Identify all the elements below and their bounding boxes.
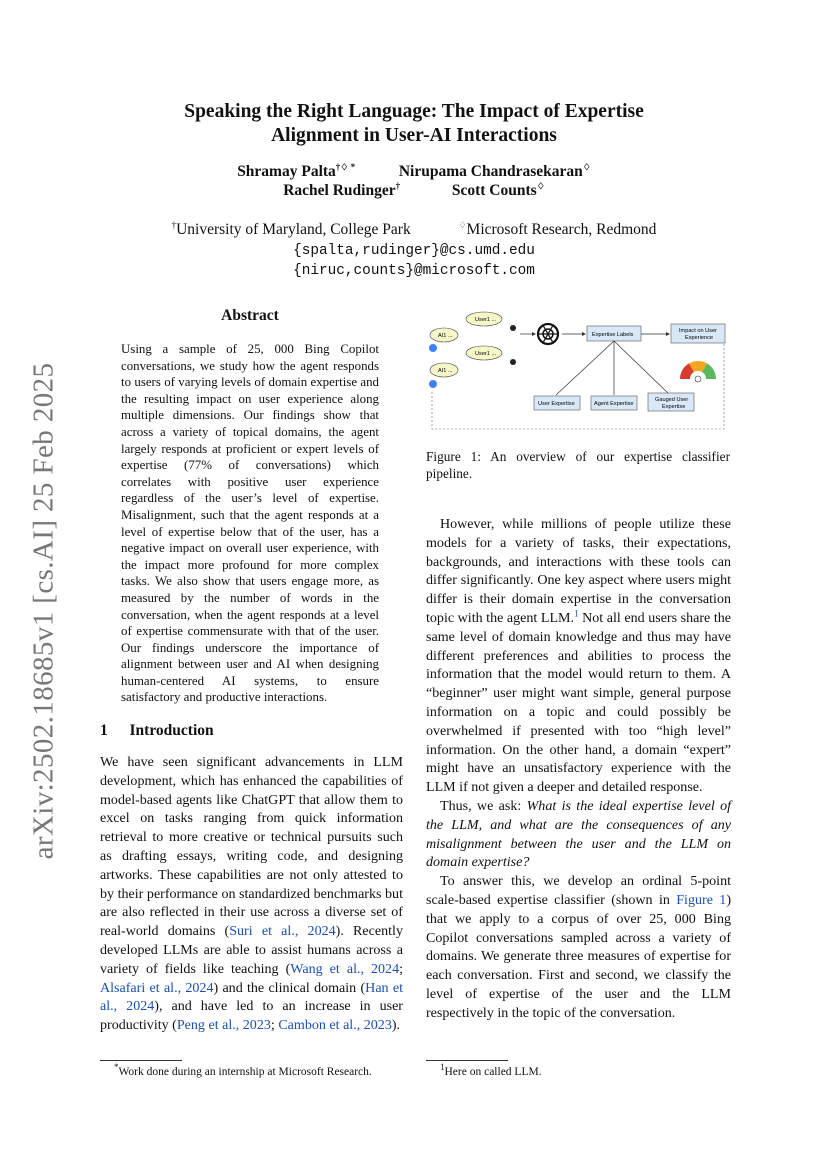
- intro-text: ;: [399, 960, 403, 977]
- user-icon: [510, 359, 516, 365]
- impact-text-1: Impact on User: [679, 328, 717, 334]
- citation-link[interactable]: Suri et al., 2024: [229, 923, 336, 940]
- paragraph: [426, 797, 731, 872]
- copilot-icon: [429, 380, 437, 388]
- right-column: [426, 515, 731, 1023]
- figure-pipeline: [424, 307, 734, 439]
- expertise-labels-text: Expertise Labels: [592, 332, 634, 338]
- authors-line-1: [100, 162, 728, 182]
- paragraph: [426, 872, 731, 1022]
- intro-text: ) and the clinical domain (: [213, 979, 366, 996]
- citation-link[interactable]: Wang et al., 2024: [290, 960, 400, 977]
- abstract-heading: Abstract: [221, 307, 279, 324]
- authors-line-2: [100, 181, 728, 201]
- intro-text: We have seen significant advancements in LLM development, which has enhanced the capabilities of model-based agents like ChatGPT that allow them to excel on tasks ranging from quick information retrieval to more creative or technical pursuits such as drafting essays, writing code, and designing artworks. These capabilities are not only attested to by their performance on standardized benchmarks but are also reflected in their use across a diverse set of real-world domains (: [100, 754, 403, 940]
- section-number: 1: [100, 722, 108, 739]
- paragraph-text: However, while millions of people utilize these models for a variety of tasks, their expectations, backgrounds, and interactions with these tools can differ significantly. One key aspect where users might differ is their domain expertise in the conversation topic with the agent LLM.: [426, 516, 731, 626]
- paragraph-text: Not all end users share the same level of domain knowledge and thus may have different preferences and abilities to process the information that the model would return to them. A “beginner” user might want simple, general purpose information on a topic and could possibly be overwhelmed if presented with too “high level” information. On the other hand, a domain “expert” might have an unsatisfactory experience with the LLM if not given a deeper and detailed response.: [426, 609, 731, 796]
- affil-mark: ♢: [458, 219, 467, 230]
- footnote-right: [440, 1062, 720, 1079]
- gauged-text-1: Gauged User: [655, 397, 689, 403]
- citation-link[interactable]: Cambon et al., 2023: [278, 1017, 392, 1034]
- email-1: {spalta,rudinger}@cs.umd.edu: [293, 243, 535, 259]
- paragraph-text: To answer this, we develop an ordinal 5-point scale-based expertise classifier (shown in: [426, 873, 731, 908]
- footnote-text: Here on called LLM.: [444, 1066, 542, 1078]
- bubble-user-text: User1 ...: [475, 317, 497, 323]
- paper-title: [100, 100, 728, 148]
- affiliations: [100, 220, 728, 240]
- citation-link[interactable]: Alsafari et al., 2024: [100, 979, 214, 996]
- footnote-mark: 1: [440, 1062, 445, 1073]
- impact-text-2: Experience: [685, 335, 713, 341]
- author-marks: †♢ *: [335, 161, 356, 172]
- affiliation-umd: University of Maryland, College Park: [176, 221, 411, 238]
- author-name: Shramay Palta: [237, 163, 336, 180]
- author-marks: ♢: [536, 180, 545, 191]
- footnote-rule: [426, 1060, 508, 1061]
- gauge-icon: [680, 361, 716, 382]
- user-icon: [510, 325, 516, 331]
- email-2: {niruc,counts}@microsoft.com: [293, 263, 535, 279]
- footnote-text: Work done during an internship at Microsoft Research.: [118, 1066, 372, 1078]
- intro-text: ), and have led to an increase in user productivity (: [100, 998, 403, 1034]
- affiliation-msr: Microsoft Research, Redmond: [466, 221, 657, 238]
- bubble-ai-text: AI1 ...: [438, 368, 453, 374]
- figure-link[interactable]: Figure 1: [676, 891, 727, 908]
- intro-text: ). Recently developed LLMs are able to assist humans across a variety of fields like teaching (: [100, 923, 403, 977]
- research-question: What is the ideal expertise level of the LLM, and what are the consequences of any misalignment between the user and the LLM on domain expertise?: [426, 797, 731, 871]
- pipeline-diagram: [424, 307, 734, 439]
- affil-mark: †: [171, 219, 177, 230]
- arxiv-id: arXiv:2502.18685v1 [cs.AI] 25 Feb 2025: [27, 362, 60, 860]
- author-marks: ♢: [582, 161, 591, 172]
- author-name: Rachel Rudinger: [283, 182, 396, 199]
- abstract-text: Using a sample of 25, 000 Bing Copilot conversations, we study how the agent responds to users of varying levels of domain expertise and the resulting impact on user experience along multiple dimensions. Our findings show that across a variety of topical domains, the agent largely responds at proficient or expert levels of expertise (77% of conversations) which correlates with positive user experience regardless of the user’s level of expertise. Misalignment, such that the agent responds at a level of expertise below that of the user, has a negative impact on overall user experience, with the impact more profound for more complex tasks. We also show that users engage more, as measured by the number of words in the conversation, when the agent responds at a level of expertise commensurate with that of the user. Our findings underscore the importance of alignment between user and AI when designing human-centered AI systems, to ensure satisfactory and productive interactions.: [121, 342, 379, 705]
- footnote-left: [114, 1062, 414, 1079]
- section-title: Introduction: [129, 722, 214, 739]
- footnote-rule: [100, 1060, 182, 1061]
- agent-expertise-text: Agent Expertise: [594, 401, 634, 407]
- paragraph-text: ) that we apply to a corpus of over 25, 000 Bing Copilot conversations sampled across a variety of domains. We generate three measures of expertise for each conversation. First and second, we classify the level of expertise of the user and the LLM respectively in the topic of the conversation.: [426, 891, 731, 1021]
- citation-link[interactable]: Peng et al., 2023: [176, 1017, 271, 1034]
- author-name: Scott Counts: [451, 182, 537, 199]
- title-line-2: Alignment in User-AI Interactions: [271, 125, 557, 146]
- bubble-user-text: User1 ...: [475, 351, 497, 357]
- figure-caption: Figure 1: An overview of our expertise classifier pipeline.: [426, 449, 730, 481]
- arxiv-sidebar: [20, 362, 68, 860]
- gauged-text-2: Expertise: [662, 404, 686, 410]
- section-heading-introduction: [100, 722, 214, 740]
- intro-text: ).: [391, 1017, 401, 1034]
- intro-text: ;: [270, 1017, 279, 1034]
- intro-paragraph: [100, 753, 403, 1035]
- title-line-1: Speaking the Right Language: The Impact of Expertise: [184, 101, 644, 122]
- paragraph-text: Thus, we ask:: [440, 797, 527, 814]
- copilot-icon: [429, 344, 437, 352]
- user-expertise-text: User Expertise: [538, 401, 575, 407]
- bubble-ai-text: AI1 ...: [438, 333, 453, 339]
- citation-link[interactable]: Han et al., 2024: [100, 979, 403, 1015]
- footnote-ref[interactable]: 1: [574, 608, 579, 619]
- openai-logo-icon: [538, 324, 558, 344]
- footnote-mark: *: [114, 1062, 119, 1073]
- paragraph: [426, 515, 731, 797]
- author-marks: †: [395, 180, 401, 191]
- author-name: Nirupama Chandrasekaran: [398, 163, 583, 180]
